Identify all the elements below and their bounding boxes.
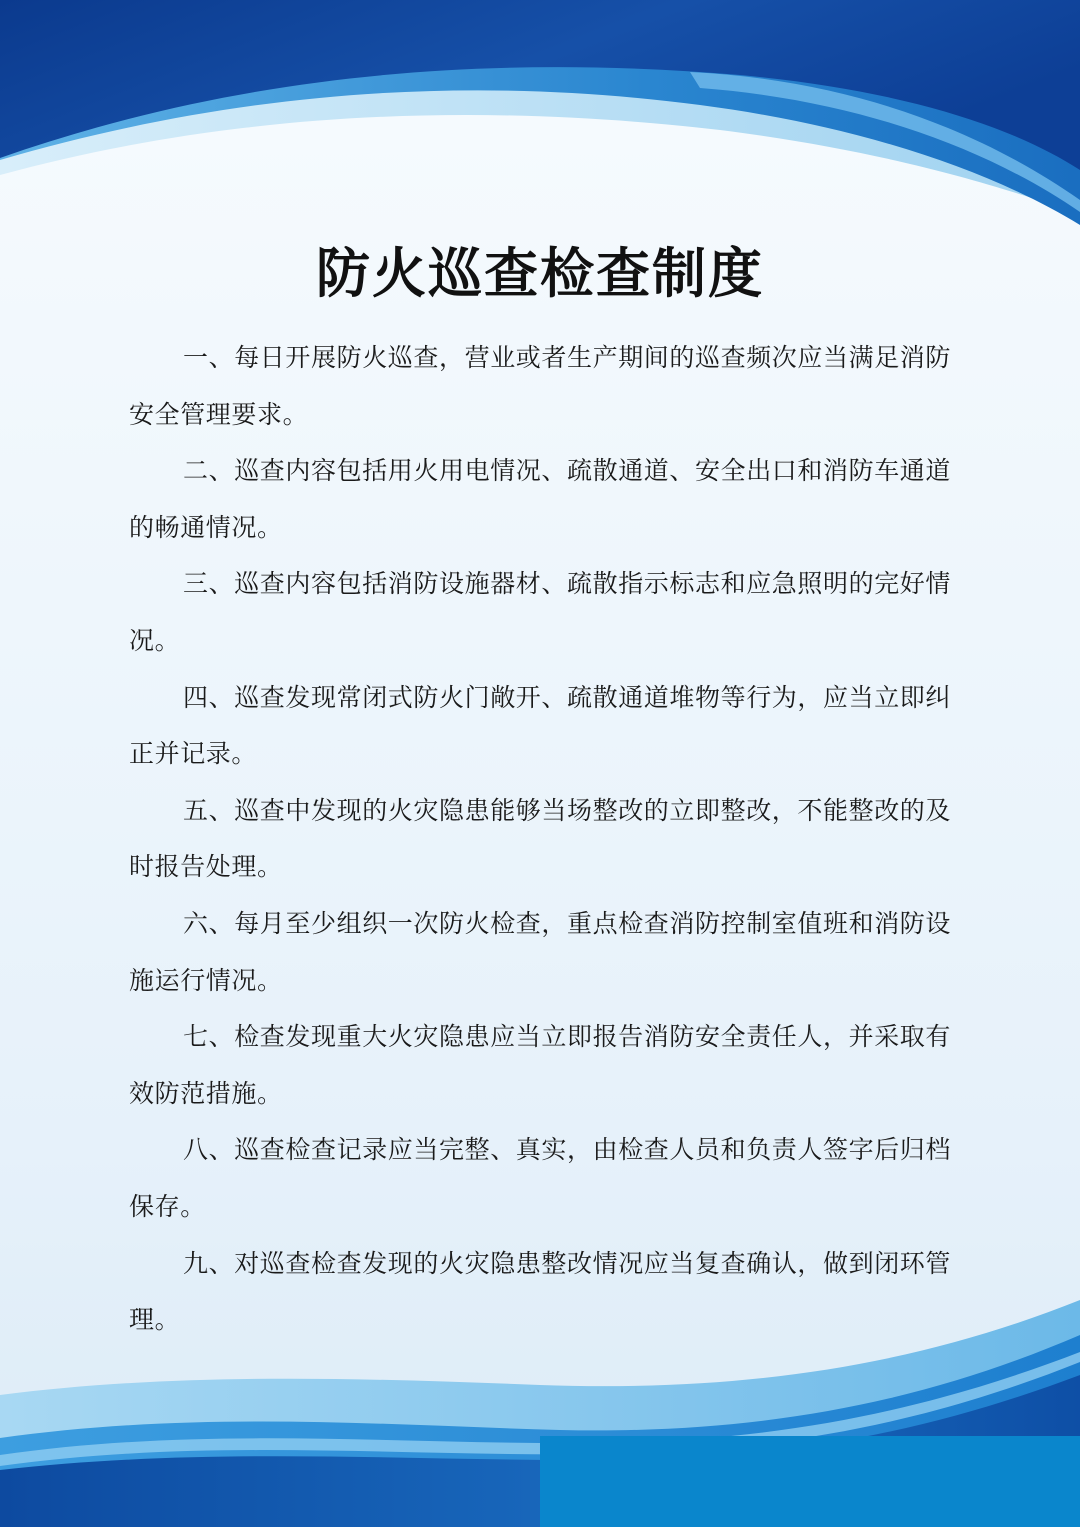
clause-5: 五、巡查中发现的火灾隐患能够当场整改的立即整改，不能整改的及时报告处理。	[129, 795, 952, 882]
clause-9: 九、对巡查检查发现的火灾隐患整改情况应当复查确认，做到闭环管理。	[129, 1248, 952, 1335]
clause-4: 四、巡查发现常闭式防火门敞开、疏散通道堆物等行为，应当立即纠正并记录。	[129, 682, 952, 769]
clause-list	[129, 330, 951, 1349]
clause-2: 二、巡查内容包括用火用电情况、疏散通道、安全出口和消防车通道的畅通情况。	[129, 456, 952, 542]
clause-7: 七、检查发现重大火灾隐患应当立即报告消防安全责任人，并采取有效防范措施。	[129, 1022, 952, 1108]
clause-1: 一、每日开展防火巡查，营业或者生产期间的巡查频次应当满足消防安全管理要求。	[129, 343, 952, 429]
clause-6: 六、每月至少组织一次防火检查，重点检查消防控制室值班和消防设施运行情况。	[129, 908, 952, 995]
clause-8: 八、巡查检查记录应当完整、真实，由检查人员和负责人签字后归档保存。	[129, 1135, 952, 1221]
clause-3: 三、巡查内容包括消防设施器材、疏散指示标志和应急照明的完好情况。	[129, 569, 952, 655]
page-title: 防火巡查检查制度	[316, 242, 764, 305]
corner-block	[540, 1436, 1080, 1527]
